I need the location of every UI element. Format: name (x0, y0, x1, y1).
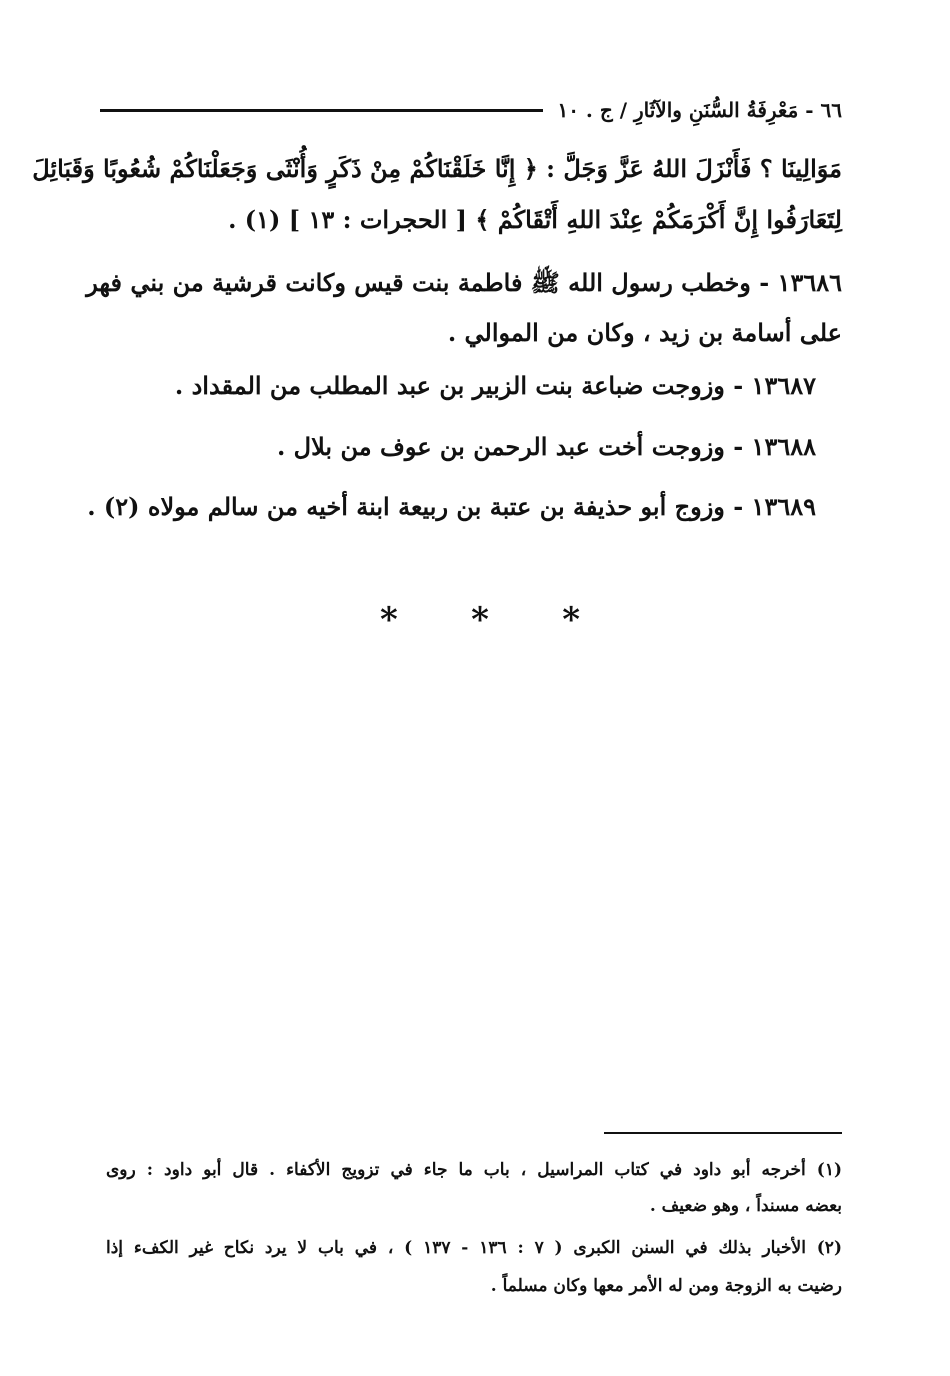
footnote-rule (604, 1132, 842, 1134)
separator-star: * (380, 600, 398, 640)
separator-star: * (471, 600, 489, 640)
header-rule (100, 109, 543, 112)
footnote-2-line-2: رضيت به الزوجة ومن له الأمر معها وكان مسلماً . (490, 1276, 842, 1296)
entry-13689: ١٣٦٨٩ - وزوج أبو حذيفة بن عتبة بن ربيعة ابنة أخيه من سالم مولاه (٢) . (87, 492, 816, 521)
footnote-1-line-1: (١) أخرجه أبو داود في كتاب المراسيل ، باب ما جاء في تزويج الأكفاء . قال أبو داود : روى (106, 1160, 842, 1180)
verse-line-2: لِتَعَارَفُوا إِنَّ أَكْرَمَكُمْ عِنْدَ اللهِ أَتْقَاكُمْ ﴾ [ الحجرات : ١٣ ] (١) . (228, 205, 842, 234)
verse-line-1: مَوَالِينَا ؟ فَأَنْزَلَ اللهُ عَزَّ وَجَلَّ : ﴿ إِنَّا خَلَقْنَاكُمْ مِنْ ذَكَرٍ وَأُنْثَى وَجَعَلْنَاكُمْ شُعُوبًا وَقَبَائِلَ (32, 154, 842, 183)
running-title: ٦٦ - مَعْرِفَةُ السُّنَنِ والآثَارِ / ج . ١٠ (557, 98, 842, 122)
footnote-2-line-1: (٢) الأخبار بذلك في السنن الكبرى ( ٧ : ١٣٦ - ١٣٧ ) ، في باب لا يرد نكاح غير الكفء إذا (106, 1238, 842, 1258)
section-separator (380, 600, 580, 640)
page-header (100, 94, 842, 126)
entry-13688: ١٣٦٨٨ - وزوجت أخت عبد الرحمن بن عوف من بلال . (276, 432, 816, 461)
entry-13687: ١٣٦٨٧ - وزوجت ضباعة بنت الزبير بن عبد المطلب من المقداد . (174, 371, 816, 400)
entry-13686-line-1: ١٣٦٨٦ - وخطب رسول الله ﷺ فاطمة بنت قيس وكانت قرشية من بني فهر (86, 268, 842, 297)
footnote-1-line-2: بعضه مسنداً ، وهو ضعيف . (649, 1196, 842, 1216)
separator-star: * (562, 600, 580, 640)
entry-13686-line-2: على أسامة بن زيد ، وكان من الموالي . (447, 318, 842, 347)
